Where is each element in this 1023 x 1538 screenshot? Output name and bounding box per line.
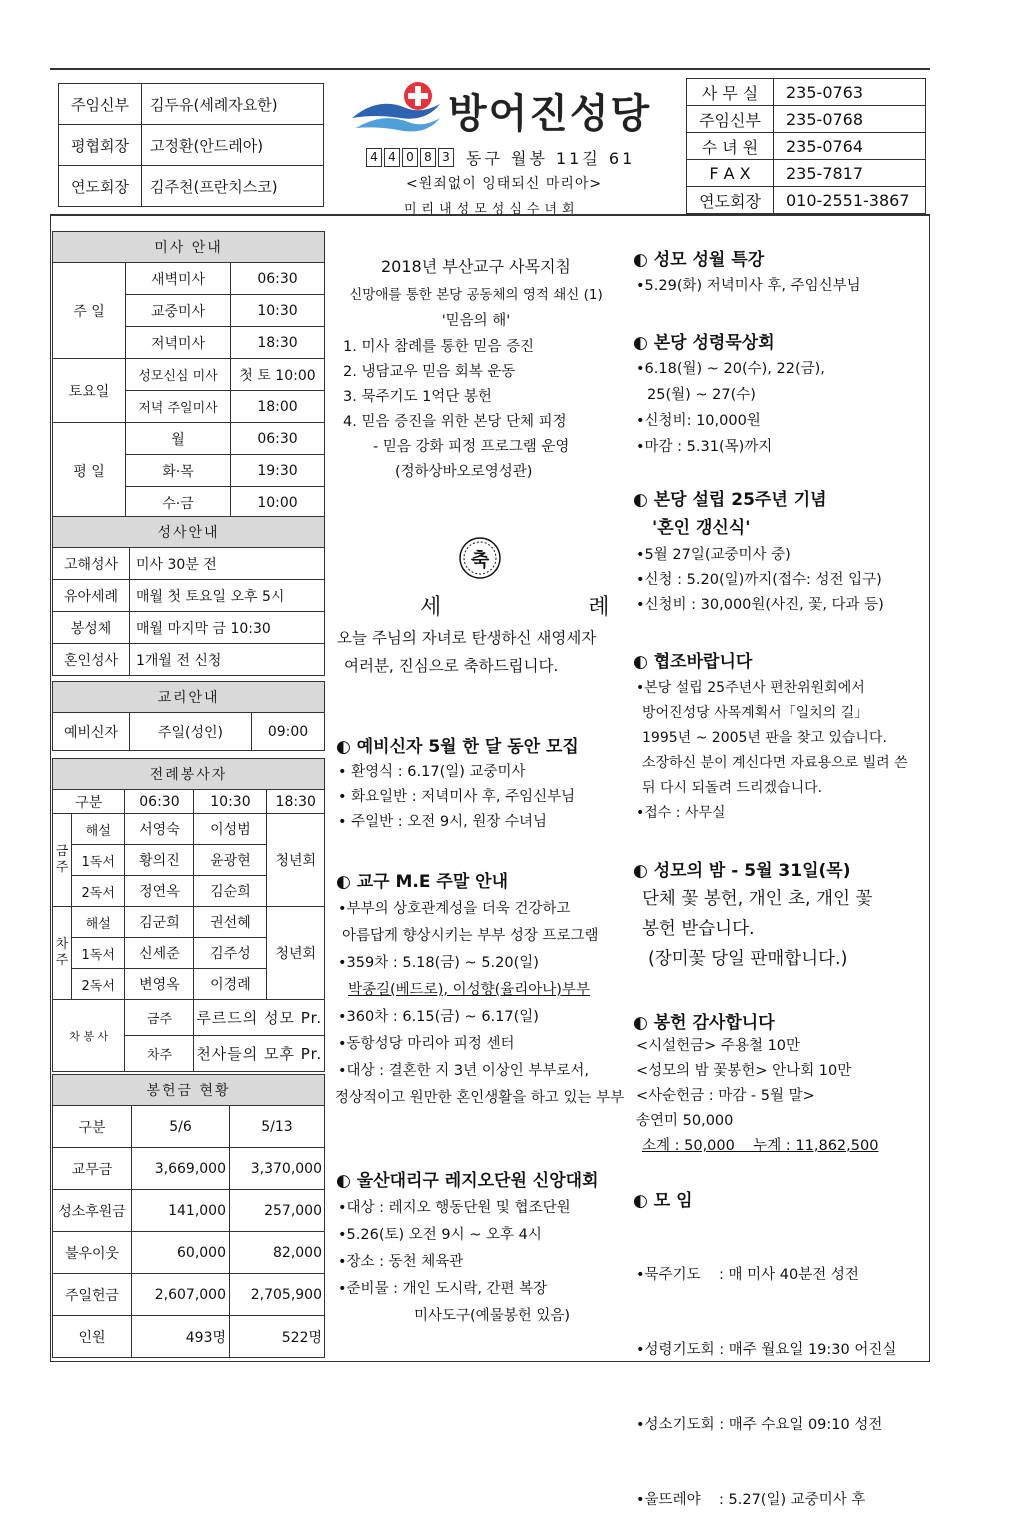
baptism-line: 여러분, 진심으로 축하드립니다.	[344, 657, 559, 675]
church-logo	[348, 78, 444, 144]
catechumen-item: • 화요일반 : 저녁미사 후, 주임신부님	[338, 789, 576, 805]
me-line: •동항성당 마리아 피정 센터	[338, 1036, 515, 1052]
contact-label: 주임신부	[687, 106, 774, 133]
mass-time: 10:30	[231, 295, 325, 327]
mass-time: 18:30	[231, 327, 325, 359]
week-label: 금주	[53, 814, 72, 907]
meeting-line: •울뜨레야 : 5.27(일) 교중미사 후	[636, 1492, 866, 1508]
postal-digit: 8	[420, 148, 436, 167]
staff-name: 김두유(세례자요한)	[142, 84, 324, 125]
postal-code	[366, 148, 454, 167]
choir-name: 루르드의 성모 Pr.	[194, 1000, 325, 1036]
offering-value: 257,000	[230, 1190, 325, 1232]
server-role: 해설	[72, 814, 125, 845]
me-line: •360차 : 6.15(금) ~ 6.17(일)	[338, 1009, 539, 1025]
sacrament-name: 봉성체	[53, 612, 130, 644]
retreat-title: ◐ 본당 성령묵상회	[633, 333, 775, 353]
pastoral-subtitle: 신망애를 통한 본당 공동체의 영적 쇄신 (1)	[349, 287, 603, 303]
server-name: 서영숙	[125, 814, 194, 845]
offering-value: 3,370,000	[230, 1148, 325, 1190]
offering-value: 2,705,900	[230, 1274, 325, 1316]
postal-digit: 3	[438, 148, 454, 167]
pastoral-theme: '믿음의 해'	[441, 313, 511, 329]
left-column	[52, 231, 325, 519]
choir-week: 금주	[125, 1000, 194, 1036]
cooperation-line: 1995년 ~ 2005년 판을 찾고 있습니다.	[642, 730, 887, 746]
thanks-line: 송연미 50,000	[636, 1113, 734, 1129]
server-name: 권선혜	[194, 907, 267, 938]
choir-week: 차주	[125, 1036, 194, 1072]
legio-line: •준비물 : 개인 도시락, 간편 복장	[338, 1281, 548, 1297]
legio-line: 미사도구(예물봉헌 있음)	[414, 1308, 570, 1324]
badge-label: 축	[470, 549, 490, 571]
contact-value: 235-0768	[774, 106, 926, 133]
mass-name: 수·금	[126, 487, 231, 519]
pastoral-item: (정하상바오로영성관)	[395, 464, 533, 480]
cooperation-line: •본당 설립 25주년사 편찬위원회에서	[636, 680, 865, 696]
retreat-line: •신청비: 10,000원	[636, 413, 761, 429]
doctrine-title: 교리안내	[53, 682, 325, 713]
server-name: 김군희	[125, 907, 194, 938]
me-list	[335, 896, 625, 1112]
pastoral-items	[343, 335, 569, 485]
offering-label: 인원	[53, 1316, 132, 1358]
anniversary-line: •신청비 : 30,000원(사진, 꽃, 다과 등)	[636, 597, 884, 613]
sacrament-name: 유아세례	[53, 580, 130, 612]
cooperation-list	[636, 676, 908, 826]
staff-name: 고정환(안드레아)	[142, 125, 324, 166]
thanks-title: ◐ 봉헌 감사합니다	[633, 1013, 775, 1033]
retreat-line: 25(월) ~ 27(수)	[647, 387, 756, 403]
week-label: 차주	[53, 907, 72, 1000]
cooperation-line: 뒤 다시 되돌려 드리겠습니다.	[642, 780, 823, 796]
mass-name: 교중미사	[126, 295, 231, 327]
servers-col: 구분	[53, 790, 125, 814]
pastoral-section	[336, 252, 616, 334]
mary-night-line: 봉헌 받습니다.	[642, 919, 755, 939]
baptism-title: 세 례	[420, 595, 680, 620]
mass-name: 성모신심 미사	[126, 359, 231, 391]
anniversary-title: ◐ 본당 설립 25주년 기념	[633, 490, 827, 510]
celebration-badge	[458, 536, 502, 580]
me-line: 박종길(베드로), 이성향(율리아나)부부	[348, 982, 590, 998]
offering-value: 522명	[230, 1316, 325, 1358]
meetings-list	[636, 1213, 896, 1538]
contact-value: 235-7817	[774, 160, 926, 187]
offering-label: 불우이웃	[53, 1232, 132, 1274]
thanks-line: <사순헌금 : 마감 - 5월 말>	[636, 1088, 815, 1104]
cooperation-line: 소장하신 분이 계신다면 자료용으로 빌려 쓴	[642, 755, 908, 771]
doctrine-table	[52, 681, 325, 751]
sacrament-time: 매월 첫 토요일 오후 5시	[130, 580, 325, 612]
server-role: 2독서	[72, 969, 125, 1000]
offering-table	[52, 1074, 325, 1358]
sacrament-table	[52, 516, 325, 676]
sacrament-time: 매월 마지막 금 10:30	[130, 612, 325, 644]
thanks-list	[636, 1034, 878, 1159]
sacrament-name: 혼인성사	[53, 644, 130, 676]
choir-name: 천사들의 모후 Pr.	[194, 1036, 325, 1072]
offering-col: 5/6	[132, 1106, 230, 1148]
catechumen-item: • 환영식 : 6.17(일) 교중미사	[338, 764, 526, 780]
me-line: 정상적이고 원만한 혼인생활을 하고 있는 부부	[335, 1090, 625, 1106]
offering-value: 141,000	[132, 1190, 230, 1232]
staff-role: 주임신부	[59, 84, 142, 125]
server-name: 황의진	[125, 845, 194, 876]
mass-name: 화·목	[126, 455, 231, 487]
sacrament-time: 미사 30분 전	[130, 548, 325, 580]
mass-time: 06:30	[231, 263, 325, 295]
offering-label: 교무금	[53, 1148, 132, 1190]
address: 동구 월봉 11길 61	[466, 149, 636, 168]
mary-night-line: (장미꽃 당일 판매합니다.)	[648, 949, 848, 969]
top-rule	[50, 68, 930, 70]
cooperation-line: •접수 : 사무실	[636, 805, 726, 821]
me-line: 아름답게 향상시키는 부부 성장 프로그램	[342, 928, 599, 944]
mass-day: 주 일	[53, 263, 126, 359]
thanks-total: 소계 : 50,000 누계 : 11,862,500	[642, 1138, 879, 1154]
server-name: 김주성	[194, 938, 267, 969]
pastoral-item: 2. 냉담교우 믿음 회복 운동	[343, 364, 516, 380]
postal-digit: 0	[402, 148, 418, 167]
congregation: 미리내성모성심수녀회	[404, 202, 580, 217]
postal-digit: 4	[366, 148, 382, 167]
server-role: 2독서	[72, 876, 125, 907]
server-name: 변영옥	[125, 969, 194, 1000]
anniversary-line: •5월 27일(교중미사 중)	[636, 547, 791, 563]
servers-col: 18:30	[267, 790, 325, 814]
mass-time: 06:30	[231, 423, 325, 455]
church-name: 방어진성당	[448, 91, 652, 137]
anniversary-subtitle: '혼인 갱신식'	[652, 518, 751, 538]
meeting-line: •묵주기도 : 매 미사 40분전 성전	[636, 1267, 859, 1283]
retreat-list	[636, 356, 825, 460]
pastoral-item: 4. 믿음 증진을 위한 본당 단체 피정	[343, 414, 567, 430]
legio-line: •대상 : 레지오 행동단원 및 협조단원	[338, 1200, 571, 1216]
catechumen-item: • 주일반 : 오전 9시, 원장 수녀님	[338, 814, 548, 830]
sacrament-time: 1개월 전 신청	[130, 644, 325, 676]
offering-value: 60,000	[132, 1232, 230, 1274]
mass-time: 18:00	[231, 391, 325, 423]
mary-month-title: ◐ 성모 성월 특강	[633, 250, 765, 270]
offering-value: 3,669,000	[132, 1148, 230, 1190]
catechumen-title: ◐ 예비신자 5월 한 달 동안 모집	[336, 737, 579, 757]
doctrine-name: 예비신자	[53, 713, 130, 751]
servers-title: 전례봉사자	[53, 759, 325, 790]
contact-label: 사 무 실	[687, 79, 774, 106]
contact-value: 235-0763	[774, 79, 926, 106]
staff-table	[58, 83, 324, 207]
server-name: 신세준	[125, 938, 194, 969]
cooperation-title: ◐ 협조바랍니다	[633, 652, 753, 672]
sacrament-name: 고해성사	[53, 548, 130, 580]
mass-name: 저녁 주일미사	[126, 391, 231, 423]
contact-label: 수 녀 원	[687, 133, 774, 160]
offering-col: 5/13	[230, 1106, 325, 1148]
servers-col: 10:30	[194, 790, 267, 814]
server-role: 해설	[72, 907, 125, 938]
server-name: 이경례	[194, 969, 267, 1000]
mass-time: 10:00	[231, 487, 325, 519]
offering-label: 성소후원금	[53, 1190, 132, 1232]
mass-time: 19:30	[231, 455, 325, 487]
mass-name: 새벽미사	[126, 263, 231, 295]
me-line: •359차 : 5.18(금) ~ 5.20(일)	[338, 955, 539, 971]
staff-role: 평협회장	[59, 125, 142, 166]
mary-night-list	[642, 884, 872, 974]
offering-title: 봉헌금 현황	[53, 1075, 325, 1106]
staff-role: 연도회장	[59, 166, 142, 207]
server-evening: 청년회	[267, 814, 325, 907]
pastoral-item: - 믿음 강화 피정 프로그램 운영	[373, 439, 570, 455]
server-role: 1독서	[72, 938, 125, 969]
retreat-line: •6.18(월) ~ 20(수), 22(금),	[636, 361, 825, 377]
cooperation-line: 방어진성당 사목계획서「일치의 길」	[642, 705, 869, 721]
offering-value: 82,000	[230, 1232, 325, 1274]
mass-title: 미사 안내	[53, 232, 325, 263]
thanks-line: <시설헌금> 주용철 10만	[636, 1038, 801, 1054]
meetings-title: ◐ 모 임	[633, 1191, 693, 1211]
server-evening: 청년회	[267, 907, 325, 1000]
pastoral-item: 3. 묵주기도 1억단 봉헌	[343, 389, 492, 405]
mass-day: 토요일	[53, 359, 126, 423]
legio-title: ◐ 울산대리구 레지오단원 신앙대회	[336, 1171, 599, 1191]
pastoral-title: 2018년 부산교구 사목지침	[381, 257, 571, 276]
contact-value: 235-0764	[774, 133, 926, 160]
catechumen-list	[338, 760, 575, 835]
pastoral-item: 1. 미사 참례를 통한 믿음 증진	[343, 339, 534, 355]
contact-label: F A X	[687, 160, 774, 187]
contact-label: 연도회장	[687, 187, 774, 214]
server-name: 이성범	[194, 814, 267, 845]
legio-line: •장소 : 동천 체육관	[338, 1254, 464, 1270]
choir-label: 차 봉 사	[53, 1000, 125, 1072]
retreat-line: •마감 : 5.31(목)까지	[636, 439, 773, 455]
servers-col: 06:30	[125, 790, 194, 814]
doctrine-time: 09:00	[252, 713, 325, 751]
server-name: 윤광현	[194, 845, 267, 876]
baptism-text	[337, 624, 596, 680]
legio-list	[338, 1195, 571, 1330]
offering-col: 구분	[53, 1106, 132, 1148]
server-name: 정연옥	[125, 876, 194, 907]
staff-name: 김주천(프란치스코)	[142, 166, 324, 207]
doctrine-class: 주일(성인)	[130, 713, 252, 751]
offering-label: 주일헌금	[53, 1274, 132, 1316]
mass-name: 월	[126, 423, 231, 455]
meeting-line: •성령기도회 : 매주 월요일 19:30 어진실	[636, 1342, 897, 1358]
postal-digit: 4	[384, 148, 400, 167]
me-line: •부부의 상호관계성을 더욱 건강하고	[338, 901, 571, 917]
me-line: •대상 : 결혼한 지 3년 이상인 부부로서,	[338, 1063, 590, 1079]
mass-day: 평 일	[53, 423, 126, 519]
contact-value: 010-2551-3867	[774, 187, 926, 214]
server-role: 1독서	[72, 845, 125, 876]
offering-value: 493명	[132, 1316, 230, 1358]
anniversary-line: •신청 : 5.20(일)까지(접수: 성전 입구)	[636, 572, 882, 588]
meeting-line: •성소기도회 : 매주 수요일 09:10 성전	[636, 1417, 883, 1433]
server-name: 김순희	[194, 876, 267, 907]
anniversary-list	[636, 543, 884, 618]
mass-name: 저녁미사	[126, 327, 231, 359]
servers-table	[52, 758, 325, 1072]
motto: <원죄없이 잉태되신 마리아>	[406, 176, 603, 192]
mary-night-title: ◐ 성모의 밤 - 5월 31일(목)	[633, 861, 851, 881]
mass-time: 첫 토 10:00	[231, 359, 325, 391]
me-title: ◐ 교구 M.E 주말 안내	[336, 872, 509, 892]
sacrament-title: 성사안내	[53, 517, 325, 548]
mary-night-line: 단체 꽃 봉헌, 개인 초, 개인 꽃	[642, 889, 873, 909]
legio-line: •5.26(토) 오전 9시 ~ 오후 4시	[338, 1227, 542, 1243]
thanks-line: <성모의 밤 꽃봉헌> 안나회 10만	[636, 1063, 852, 1079]
baptism-line: 오늘 주님의 자녀로 탄생하신 새영세자	[337, 629, 597, 647]
mary-month-line: •5.29(화) 저녁미사 후, 주임신부님	[636, 278, 861, 294]
contact-table	[686, 78, 926, 214]
offering-value: 2,607,000	[132, 1274, 230, 1316]
